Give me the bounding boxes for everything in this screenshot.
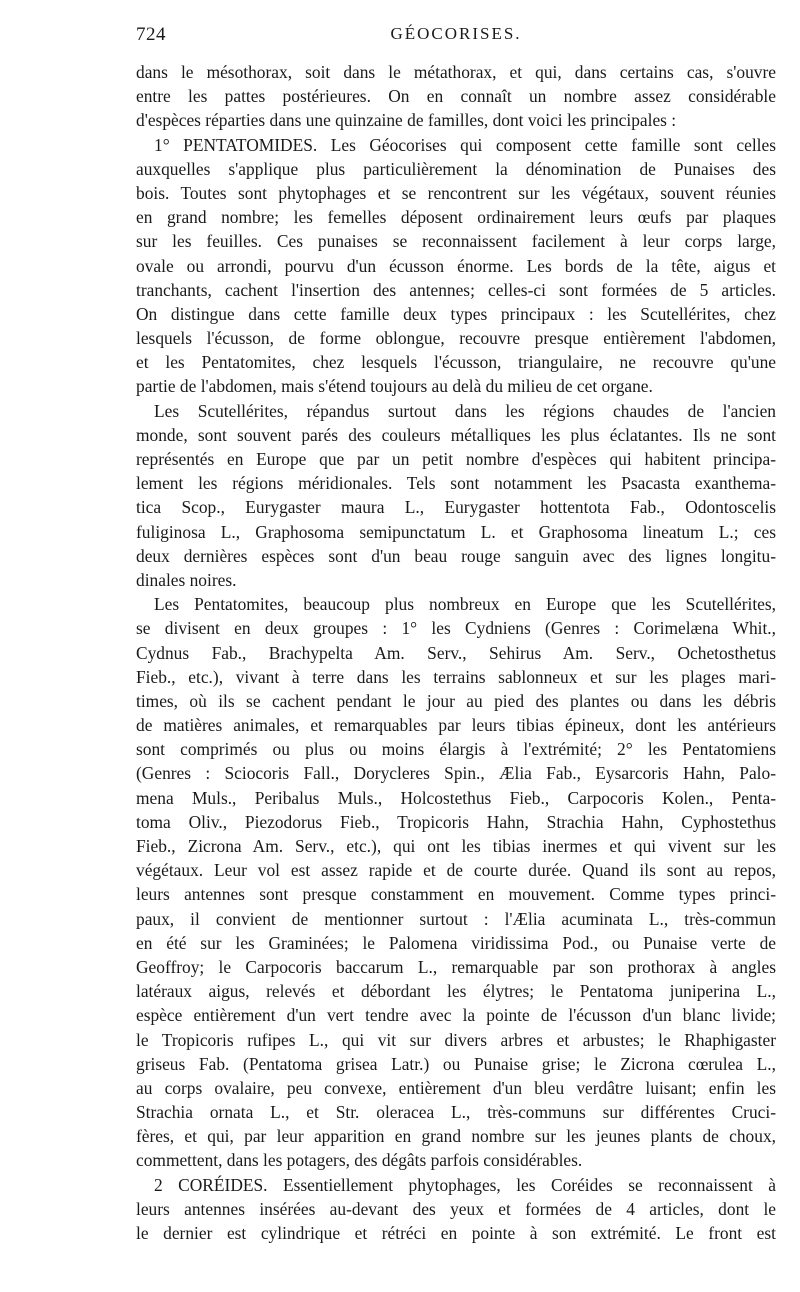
text-line: lesquels l'écusson, de forme oblongue, recouvre presque entièrement l'abdomen, xyxy=(136,328,776,349)
text-line: partie de l'abdomen, mais s'étend toujours au delà du milieu de cet organe. xyxy=(136,376,653,397)
page-header xyxy=(136,24,776,48)
text-line: végétaux. Leur vol est assez rapide et de courte durée. Quand ils sont au repos, xyxy=(136,860,776,881)
text-line: lement les régions méridionales. Tels sont notamment les Psacasta exanthema- xyxy=(136,473,776,494)
text-line: dans le mésothorax, soit dans le métathorax, et qui, dans certains cas, s'ouvre xyxy=(136,62,776,82)
text-line: monde, sont souvent parés des couleurs métalliques les plus éclatantes. Ils ne sont xyxy=(136,424,776,445)
text-line: représentés en Europe que par un petit nombre d'espèces qui habitent principa- xyxy=(136,449,776,469)
text-line: leurs antennes insérées au-devant des yeux et formées de 4 articles, dont le xyxy=(136,1198,776,1219)
text-line: de matières animales, et remarquables par leurs tibias épineux, dont les antérieurs xyxy=(136,715,776,736)
text-line: sur les feuilles. Ces punaises se reconnaissent facilement à leur corps large, xyxy=(136,231,776,252)
text-line: Fieb., etc.), vivant à terre dans les terrains sablonneux et sur les plages mari- xyxy=(136,666,776,687)
body-text xyxy=(136,60,776,1245)
text-line: Cydnus Fab., Brachypelta Am. Serv., Sehirus Am. Serv., Ochetosthetus xyxy=(136,642,776,663)
text-line: le dernier est cylindrique et rétréci en pointe à son extrémité. Le front est xyxy=(136,1223,776,1243)
text-line: commettent, dans les potagers, des dégâts parfois considérables. xyxy=(136,1150,583,1171)
text-line: latéraux aigus, relevés et débordant les élytres; le Pentatoma juniperina L., xyxy=(136,981,776,1002)
text-line: bois. Toutes sont phytophages et se rencontrent sur les végétaux, souvent réunies xyxy=(136,182,776,203)
text-line: On distingue dans cette famille deux types principaux : les Scutellérites, chez xyxy=(136,303,776,324)
text-line: griseus Fab. (Pentatoma grisea Latr.) ou Punaise grise; le Zicrona cœrulea L., xyxy=(136,1053,776,1074)
text-line: (Genres : Sciocoris Fall., Dorycleres Spin., Ælia Fab., Eysarcoris Hahn, Palo- xyxy=(136,763,776,784)
text-line: fères, et qui, par leur apparition en grand nombre sur les jeunes plants de choux, xyxy=(136,1126,776,1147)
text-line: Les Scutellérites, répandus surtout dans les régions chaudes de l'ancien xyxy=(154,400,776,421)
text-line: se divisent en deux groupes : 1° les Cydniens (Genres : Corimelæna Whit., xyxy=(136,618,776,639)
running-head: GÉOCORISES. xyxy=(390,24,522,43)
text-line: entre les pattes postérieures. On en connaît un nombre assez considérable xyxy=(136,86,776,107)
text-line: tranchants, cachent l'insertion des antennes; celles-ci sont formées de 5 articles. xyxy=(136,279,776,300)
text-line: mena Muls., Peribalus Muls., Holcostethus Fieb., Carpocoris Kolen., Penta- xyxy=(136,787,776,808)
text-line: fuliginosa L., Graphosoma semipunctatum L. et Graphosoma lineatum L.; ces xyxy=(136,521,776,542)
text-line: sont comprimés ou plus ou moins élargis à l'extrémité; 2° les Pentatomiens xyxy=(136,739,776,760)
text-line: Geoffroy; le Carpocoris baccarum L., remarquable par son prothorax à angles xyxy=(136,956,776,977)
text-line: toma Oliv., Piezodorus Fieb., Tropicoris Hahn, Strachia Hahn, Cyphostethus xyxy=(136,811,776,832)
text-line: ovale ou arrondi, pourvu d'un écusson énorme. Les bords de la tête, aigus et xyxy=(136,255,776,276)
text-line: Fieb., Zicrona Am. Serv., etc.), qui ont les tibias inermes et qui vivent sur les xyxy=(136,836,776,856)
text-line: auxquelles s'applique plus particulièrement la dénomination de Punaises des xyxy=(136,158,776,179)
text-line: paux, il convient de mentionner surtout : l'Ælia acuminata L., très-commun xyxy=(136,908,776,929)
page-number: 724 xyxy=(136,24,166,45)
text-line: en grand nombre; les femelles déposent ordinairement leurs œufs par plaques xyxy=(136,207,776,228)
text-line: times, où ils se cachent pendant le jour au pied des plantes ou dans les débris xyxy=(136,690,776,711)
text-line: 1° PENTATOMIDES. Les Géocorises qui composent cette famille sont celles xyxy=(154,134,776,155)
text-line: et les Pentatomites, chez lesquels l'écusson, triangulaire, ne recouvre qu'une xyxy=(136,352,776,373)
text-line: tica Scop., Eurygaster maura L., Eurygaster hottentota Fab., Odontoscelis xyxy=(136,497,776,518)
text-line: Strachia ornata L., et Str. oleracea L., très-communs sur différentes Cruci- xyxy=(136,1102,776,1123)
text-line: espèce entièrement d'un vert tendre avec la pointe de l'écusson d'un blanc livide; xyxy=(136,1005,776,1026)
text-line: en été sur les Graminées; le Palomena viridissima Pod., ou Punaise verte de xyxy=(136,932,776,953)
text-line: leurs antennes sont presque constamment en mouvement. Comme types princi- xyxy=(136,884,776,905)
text-line: 2 CORÉIDES. Essentiellement phytophages, les Coréides se reconnaissent à xyxy=(154,1174,776,1195)
text-line: d'espèces réparties dans une quinzaine de familles, dont voici les principales : xyxy=(136,110,677,131)
text-line: deux dernières espèces sont d'un beau rouge sanguin avec des lignes longitu- xyxy=(136,545,776,566)
text-line: au corps ovalaire, peu convexe, entièrement d'un bleu verdâtre luisant; enfin les xyxy=(136,1077,776,1098)
text-line: le Tropicoris rufipes L., qui vit sur divers arbres et arbustes; le Rhaphigaster xyxy=(136,1029,776,1050)
text-line: Les Pentatomites, beaucoup plus nombreux en Europe que les Scutellérites, xyxy=(154,594,776,615)
text-line: dinales noires. xyxy=(136,569,237,590)
